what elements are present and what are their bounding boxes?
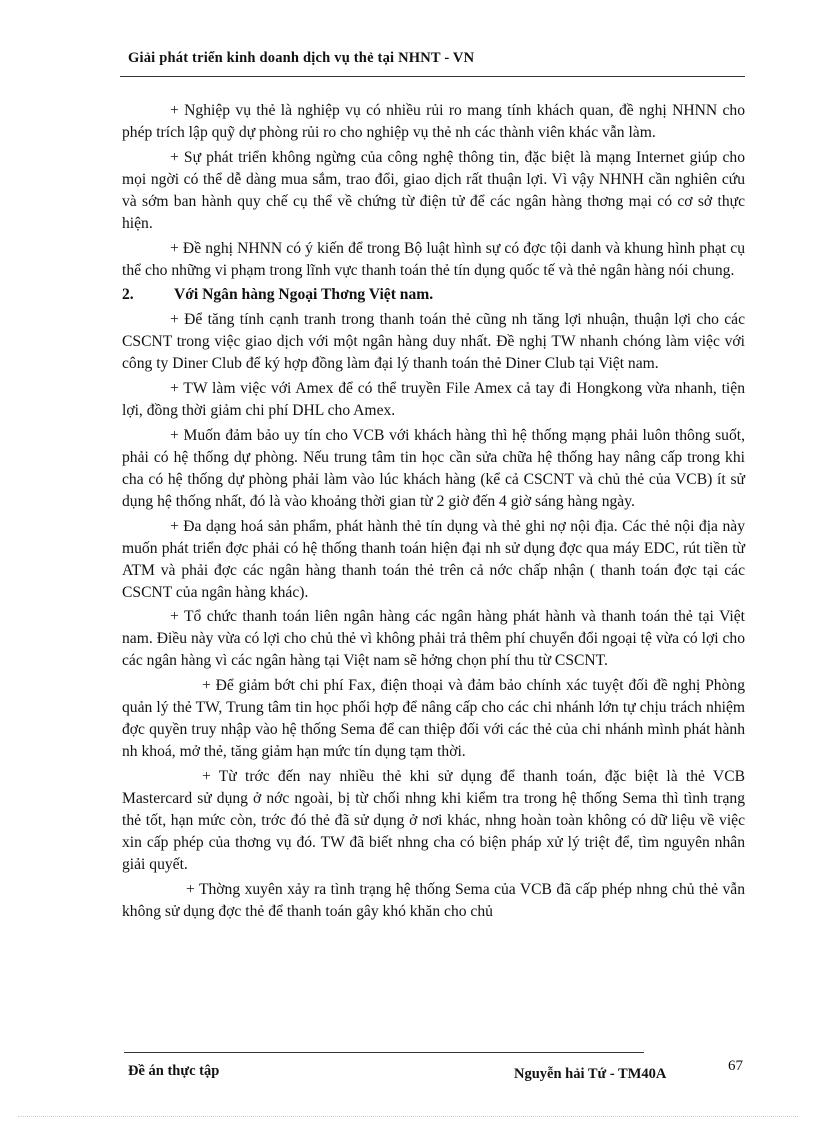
- page-bottom-border: [18, 1116, 798, 1117]
- footer-document-type: Đề án thực tập: [128, 1063, 220, 1079]
- header-divider: [120, 76, 745, 77]
- page-header-title: Giải phát triển kinh doanh dịch vụ thẻ tại NHNT - VN: [128, 50, 475, 66]
- paragraph: + Đề nghị NHNN có ý kiến để trong Bộ luật hình sự có đợc tội danh và khung hình phạt cụ thể cho những vi phạm trong lĩnh vực thanh toán thẻ tín dụng quốc tế và thẻ ngân hàng nói chung.: [122, 239, 745, 279]
- paragraph: + Để tăng tính cạnh tranh trong thanh toán thẻ cũng nh tăng lợi nhuận, thuận lợi cho các CSCNT trong việc giao dịch với một ngân hàng duy nhất. Đề nghị TW nhanh chóng làm việc với công ty Diner Club để ký hợp đồng làm đại lý thanh toán thẻ Diner Club tại Việt nam.: [122, 311, 745, 373]
- paragraph: + Nghiệp vụ thẻ là nghiệp vụ có nhiều rủi ro mang tính khách quan, đề nghị NHNN cho phép trích lập quỹ dự phòng rủi ro cho nghiệp vụ thẻ nh các thành viên khác vẫn làm.: [122, 102, 745, 141]
- section-number: 2.: [122, 286, 134, 304]
- paragraph: + TW làm việc với Amex để có thể truyền File Amex cả tay đi Hongkong vừa nhanh, tiện lợi, đồng thời giảm chi phí DHL cho Amex.: [122, 379, 745, 419]
- paragraph: + Sự phát triển không ngừng của công nghệ thông tin, đặc biệt là mạng Internet giúp cho mọi ngời có thể dễ dàng mua sắm, trao đổi, giao dịch rất thuận lợi. Vì vậy NHNH cần nghiên cứu và sớm ban hành quy chế cụ thể về chứng từ điện tử để các ngân hàng thơng mại có cơ sở thực hiện.: [122, 148, 745, 232]
- section-title: Với Ngân hàng Ngoại Thơng Việt nam.: [174, 286, 434, 304]
- footer-author: Nguyễn hải Tứ - TM40A: [514, 1066, 667, 1082]
- paragraph: + Từ trớc đến nay nhiều thẻ khi sử dụng để thanh toán, đặc biệt là thẻ VCB Mastercard sử dụng ở nớc ngoài, bị từ chối nhng khi kiểm tra trong hệ thống Sema thì tình trạng thẻ tốt, hạn mức còn, trớc đó thẻ đã sử dụng ở nơi khác, nhng hoàn toàn không có dữ liệu về việc xin cấp phép của thơng vụ đó. TW đã biết nhng cha có biện pháp xử lý triệt để, tìm nguyên nhân giải quyết.: [122, 767, 745, 873]
- paragraph: + Tổ chức thanh toán liên ngân hàng các ngân hàng phát hành và thanh toán thẻ tại Việt nam. Điều này vừa có lợi cho chủ thẻ vì không phải trả thêm phí chuyển đổi ngoại tệ vừa có lợi cho các ngân hàng vì các ngân hàng tại Việt nam sẽ hởng chọn phí thu từ CSCNT.: [122, 608, 745, 670]
- page-number: 67: [728, 1058, 743, 1074]
- footer-divider: [124, 1052, 644, 1053]
- paragraph: + Muốn đảm bảo uy tín cho VCB với khách hàng thì hệ thống mạng phải luôn thông suốt, phải có hệ thống dự phòng. Nếu trung tâm tin học cần sửa chữa hệ thống hay nâng cấp trong khi cha có hệ thống dự phòng phải làm vào lúc khách hàng (kể cả CSCNT và chủ thẻ của VCB) ít sử dụng hệ thống nhất, đó là vào khoảng thời gian từ 2 giờ đến 4 giờ sáng hàng ngày.: [122, 426, 745, 510]
- paragraph: + Để giảm bớt chi phí Fax, điện thoại và đảm bảo chính xác tuyệt đối đề nghị Phòng quản lý thẻ TW, Trung tâm tin học phối hợp để nâng cấp cho các chi nhánh lớn tự chịu trách nhiệm đợc quyền truy nhập vào hệ thống Sema để can thiệp đối với các thẻ của chi nhánh mình phát hành nh khoá, mở thẻ, tăng giảm hạn mức tín dụng tạm thời.: [122, 677, 745, 761]
- paragraph: + Đa dạng hoá sản phẩm, phát hành thẻ tín dụng và thẻ ghi nợ nội địa. Các thẻ nội địa này muốn phát triển đợc phải có hệ thống thanh toán hiện đại nh sử dụng đợc qua máy EDC, rút tiền từ ATM và phải đợc các ngân hàng thanh toán thẻ trên cả nớc chấp nhận ( thanh toán đợc tại các CSCNT của ngân hàng khác).: [122, 517, 745, 601]
- document-body: [122, 100, 745, 926]
- paragraph: + Thờng xuyên xảy ra tình trạng hệ thống Sema của VCB đã cấp phép nhng chủ thẻ vẫn không sử dụng đợc thẻ để thanh toán gây khó khăn cho chủ: [122, 880, 745, 920]
- section-heading: [122, 284, 745, 306]
